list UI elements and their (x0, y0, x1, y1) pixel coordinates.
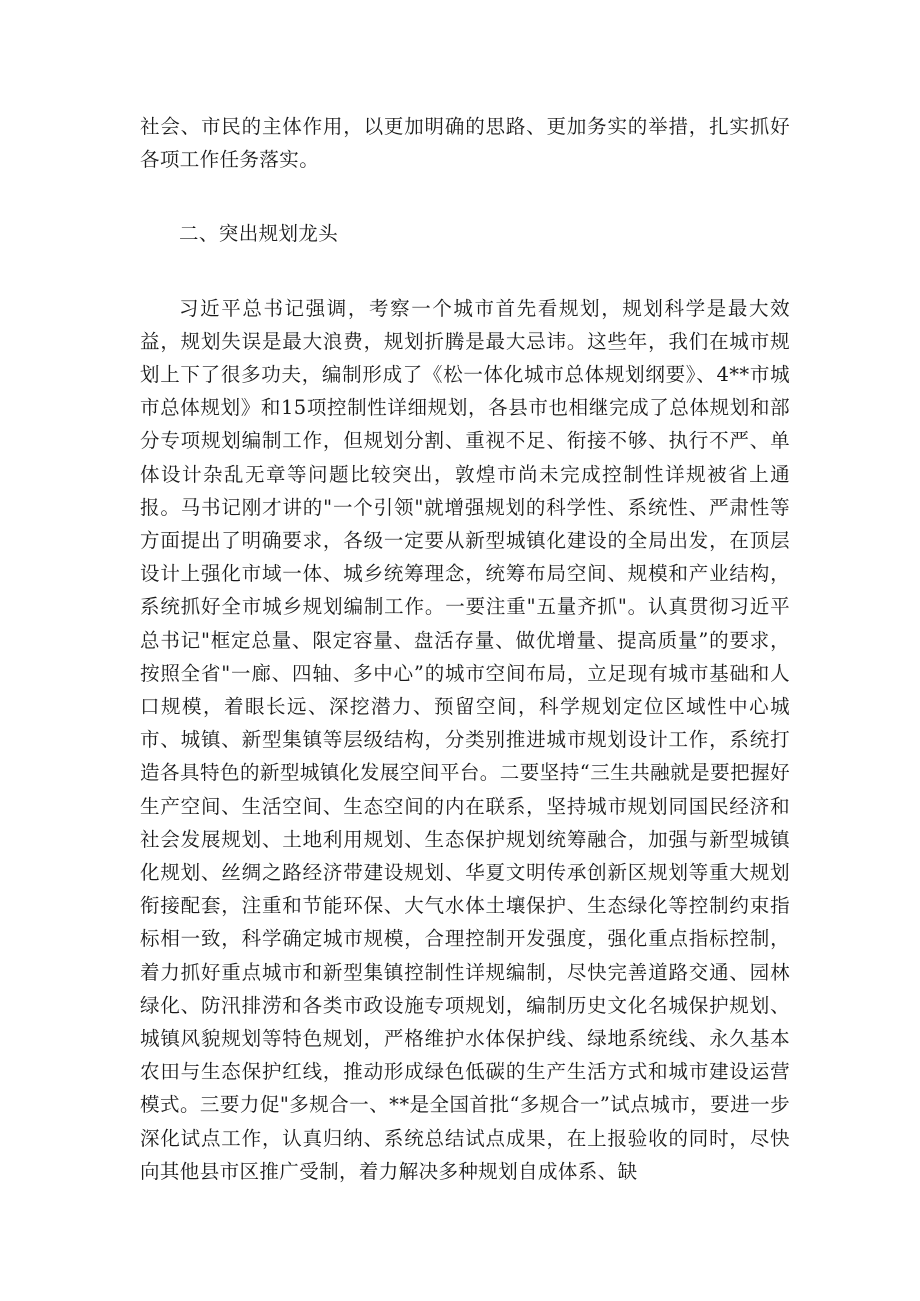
intro-continuation-paragraph: 社会、市民的主体作用，以更加明确的思路、更加务实的举措，扎实抓好各项工作任务落实。 (140, 115, 790, 172)
section-heading: 二、突出规划龙头 (179, 222, 339, 246)
body-paragraph: 习近平总书记强调，考察一个城市首先看规划，规划科学是最大效益，规划失误是最大浪费，规划折腾是最大忌讳。这些年，我们在城市规划上下了很多功夫，编制形成了《松一体化城市总体规划纲要》、4**市城市总体规划》和15项控制性详细规划，各县市也相继完成了总体规划和部分专项规划编制工作，但规划分割、重视不足、衔接不够、执行不严、单体设计杂乱无章等问题比较突出，敦煌市尚未完成控制性详规被省上通报。马书记刚才讲的"一个引领"就增强规划的科学性、系统性、严肃性等方面提出了明确要求，各级一定要从新型城镇化建设的全局出发，在顶层设计上强化市域一体、城乡统筹理念，统筹布局空间、规模和产业结构，系统抓好全市城乡规划编制工作。一要注重"五量齐抓"。认真贯彻习近平总书记"框定总量、限定容量、盘活存量、做优增量、提高质量”的要求，按照全省"一廊、四轴、多中心”的城市空间布局，立足现有城市基础和人口规模，着眼长远、深挖潜力、预留空间，科学规划定位区域性中心城市、城镇、新型集镇等层级结构，分类别推进城市规划设计工作，系统打造各具特色的新型城镇化发展空间平台。二要坚持“三生共融就是要把握好生产空间、生活空间、生态空间的内在联系，坚持城市规划同国民经济和社会发展规划、土地利用规划、生态保护规划统筹融合，加强与新型城镇化规划、丝绸之路经济带建设规划、华夏文明传承创新区规划等重大规划衔接配套，注重和节能环保、大气水体土壤保护、生态绿化等控制约束指标相一致，科学确定城市规模，合理控制开发强度，强化重点指标控制，着力抓好重点城市和新型集镇控制性详规编制，尽快完善道路交通、园林绿化、防汛排涝和各类市政设施专项规划，编制历史文化名城保护规划、城镇风貌规划等特色规划，严格维护水体保护线、绿地系统线、永久基本农田与生态保护红线，推动形成绿色低碳的生产生活方式和城市建设运营模式。三要力促"多规合一、**是全国首批“多规合一”试点城市，要进一步深化试点工作，认真归纳、系统总结试点成果，在上报验收的同时，尽快向其他县市区推广受制，着力解决多种规划自成体系、缺 (140, 296, 790, 1183)
document-page (140, 110, 790, 1188)
